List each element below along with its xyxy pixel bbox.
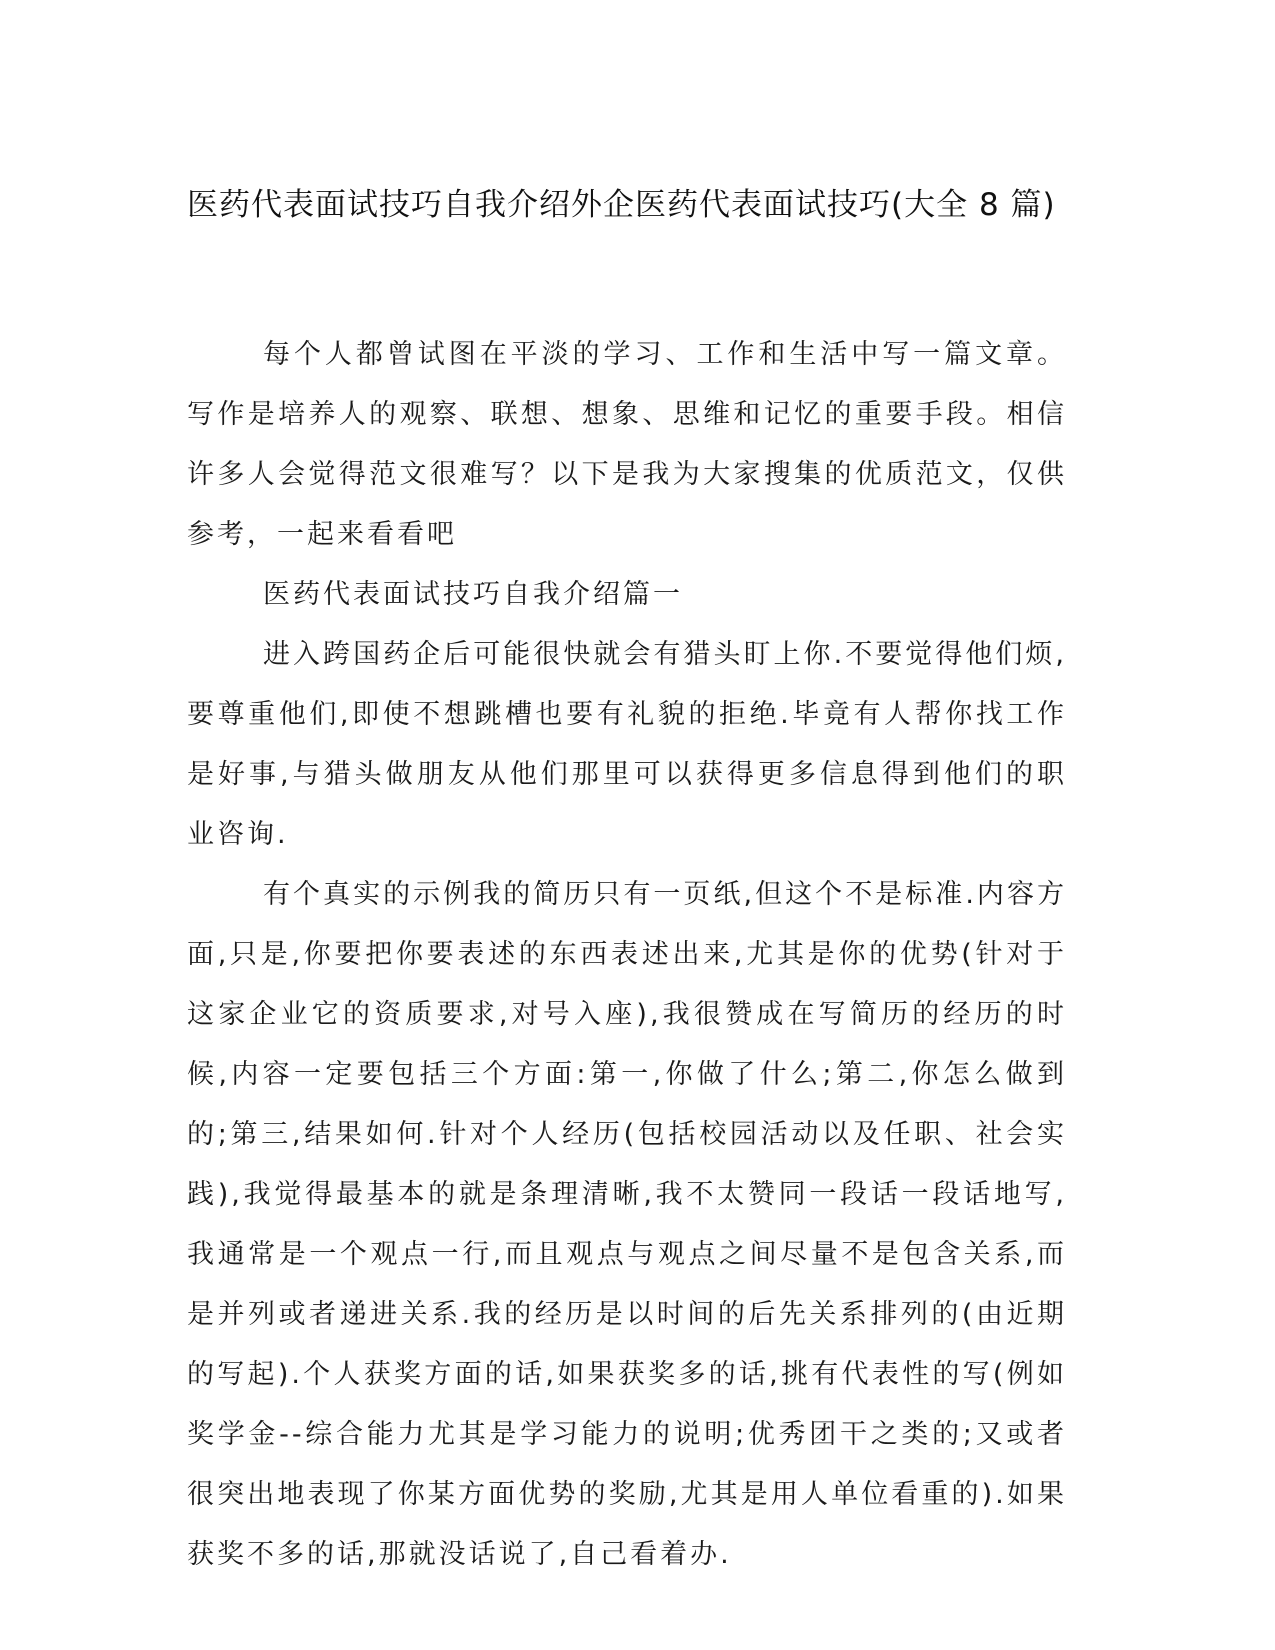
document-title: 医药代表面试技巧自我介绍外企医药代表面试技巧(大全 8 篇): [187, 187, 1056, 223]
body-paragraph-headhunter: 进入跨国药企后可能很快就会有猎头盯上你.不要觉得他们烦,要尊重他们,即使不想跳槽也要有礼貌的拒绝.毕竟有人帮你找工作是好事,与猎头做朋友从他们那里可以获得更多信息得到他们的职业咨询.: [187, 639, 1067, 850]
intro-paragraph: 每个人都曾试图在平淡的学习、工作和生活中写一篇文章。写作是培养人的观察、联想、想象、思维和记忆的重要手段。相信许多人会觉得范文很难写？以下是我为大家搜集的优质范文，仅供参考，一起来看看吧: [187, 339, 1067, 550]
document-body: [187, 325, 1067, 1585]
section-heading: 医药代表面试技巧自我介绍篇一: [263, 579, 683, 610]
body-paragraph-resume: 有个真实的示例我的简历只有一页纸,但这个不是标准.内容方面,只是,你要把你要表述的东西表述出来,尤其是你的优势(针对于这家企业它的资质要求,对号入座),我很赞成在写简历的经历的时候,内容一定要包括三个方面:第一,你做了什么;第二,你怎么做到的;第三,结果如何.针对个人经历(包括校园活动以及任职、社会实践),我觉得最基本的就是条理清晰,我不太赞同一段话一段话地写,我通常是一个观点一行,而且观点与观点之间尽量不是包含关系,而是并列或者递进关系.我的经历是以时间的后先关系排列的(由近期的写起).个人获奖方面的话,如果获奖多的话,挑有代表性的写(例如奖学金--综合能力尤其是学习能力的说明;优秀团干之类的;又或者很突出地表现了你某方面优势的奖励,尤其是用人单位看重的).如果获奖不多的话,那就没话说了,自己看着办.: [187, 879, 1067, 1570]
